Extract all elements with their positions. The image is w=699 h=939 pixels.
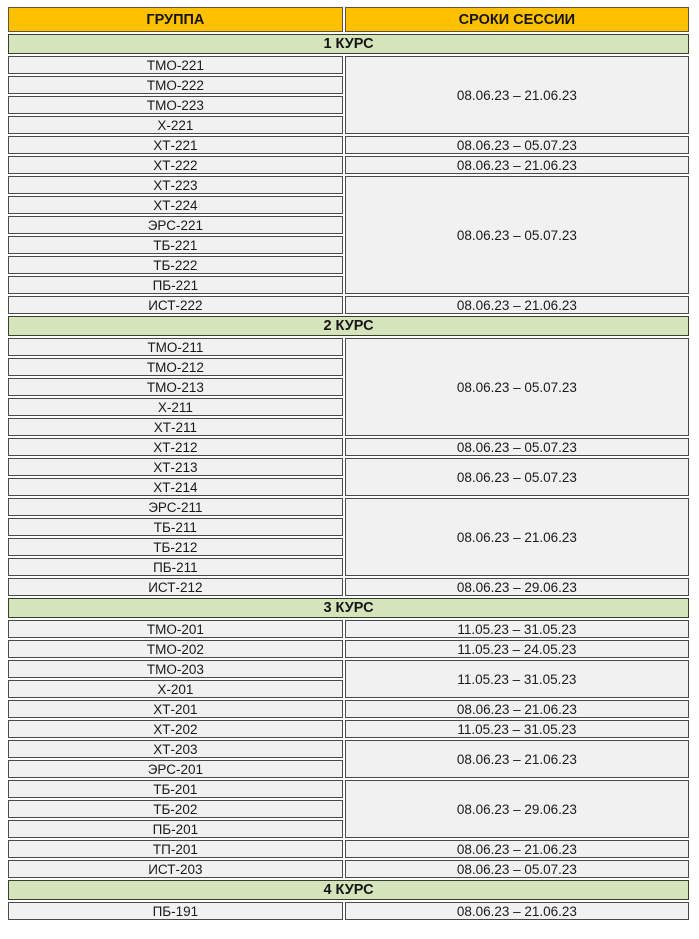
session-dates-cell: 08.06.23 – 21.06.23: [345, 700, 689, 718]
group-cell: Х-201: [8, 680, 343, 698]
group-cell: ТМО-211: [8, 338, 343, 356]
group-cell: ТБ-202: [8, 800, 343, 818]
course-header-2: 2 КУРС: [8, 316, 689, 336]
group-cell: ТМО-201: [8, 620, 343, 638]
session-dates-cell: 08.06.23 – 21.06.23: [345, 902, 689, 920]
group-cell: ХТ-203: [8, 740, 343, 758]
session-dates-cell: 11.05.23 – 31.05.23: [345, 660, 689, 698]
group-cell: ИСТ-203: [8, 860, 343, 878]
group-cell: ПБ-211: [8, 558, 343, 576]
group-cell: ХТ-223: [8, 176, 343, 194]
column-header-group: ГРУППА: [8, 7, 343, 32]
group-cell: ТМО-202: [8, 640, 343, 658]
session-dates-cell: 08.06.23 – 05.07.23: [345, 438, 689, 456]
course-header-3: 3 КУРС: [8, 598, 689, 618]
group-cell: ХТ-222: [8, 156, 343, 174]
group-cell: ИСТ-222: [8, 296, 343, 314]
session-dates-cell: 08.06.23 – 29.06.23: [345, 578, 689, 596]
group-cell: ХТ-224: [8, 196, 343, 214]
session-dates-cell: 08.06.23 – 05.07.23: [345, 458, 689, 496]
group-cell: ТМО-212: [8, 358, 343, 376]
session-dates-cell: 08.06.23 – 21.06.23: [345, 498, 689, 576]
group-cell: ТМО-222: [8, 76, 343, 94]
group-cell: ХТ-212: [8, 438, 343, 456]
group-cell: ХТ-213: [8, 458, 343, 476]
group-cell: ТБ-211: [8, 518, 343, 536]
group-cell: ХТ-221: [8, 136, 343, 154]
session-dates-cell: 11.05.23 – 24.05.23: [345, 640, 689, 658]
session-dates-cell: 08.06.23 – 21.06.23: [345, 296, 689, 314]
session-schedule-table: [6, 5, 691, 922]
group-cell: ТБ-222: [8, 256, 343, 274]
course-header-1: 1 КУРС: [8, 34, 689, 54]
group-cell: ХТ-214: [8, 478, 343, 496]
group-cell: ЭРС-201: [8, 760, 343, 778]
group-cell: Х-221: [8, 116, 343, 134]
session-dates-cell: 11.05.23 – 31.05.23: [345, 720, 689, 738]
session-dates-cell: 08.06.23 – 21.06.23: [345, 56, 689, 134]
column-header-session-dates: СРОКИ СЕССИИ: [345, 7, 689, 32]
session-dates-cell: 08.06.23 – 21.06.23: [345, 740, 689, 778]
group-cell: ХТ-211: [8, 418, 343, 436]
session-dates-cell: 08.06.23 – 21.06.23: [345, 156, 689, 174]
group-cell: ХТ-202: [8, 720, 343, 738]
session-dates-cell: 08.06.23 – 05.07.23: [345, 136, 689, 154]
group-cell: ТМО-223: [8, 96, 343, 114]
group-cell: ТМО-221: [8, 56, 343, 74]
group-cell: ТБ-221: [8, 236, 343, 254]
group-cell: ПБ-191: [8, 902, 343, 920]
group-cell: ПБ-201: [8, 820, 343, 838]
group-cell: ТБ-201: [8, 780, 343, 798]
group-cell: ТБ-212: [8, 538, 343, 556]
session-dates-cell: 11.05.23 – 31.05.23: [345, 620, 689, 638]
group-cell: ТП-201: [8, 840, 343, 858]
group-cell: ХТ-201: [8, 700, 343, 718]
group-cell: ИСТ-212: [8, 578, 343, 596]
group-cell: ЭРС-211: [8, 498, 343, 516]
group-cell: ЭРС-221: [8, 216, 343, 234]
group-cell: ТМО-213: [8, 378, 343, 396]
group-cell: ТМО-203: [8, 660, 343, 678]
group-cell: ПБ-221: [8, 276, 343, 294]
session-dates-cell: 08.06.23 – 05.07.23: [345, 176, 689, 294]
course-header-4: 4 КУРС: [8, 880, 689, 900]
session-dates-cell: 08.06.23 – 05.07.23: [345, 338, 689, 436]
session-dates-cell: 08.06.23 – 05.07.23: [345, 860, 689, 878]
session-dates-cell: 08.06.23 – 21.06.23: [345, 840, 689, 858]
session-dates-cell: 08.06.23 – 29.06.23: [345, 780, 689, 838]
group-cell: Х-211: [8, 398, 343, 416]
